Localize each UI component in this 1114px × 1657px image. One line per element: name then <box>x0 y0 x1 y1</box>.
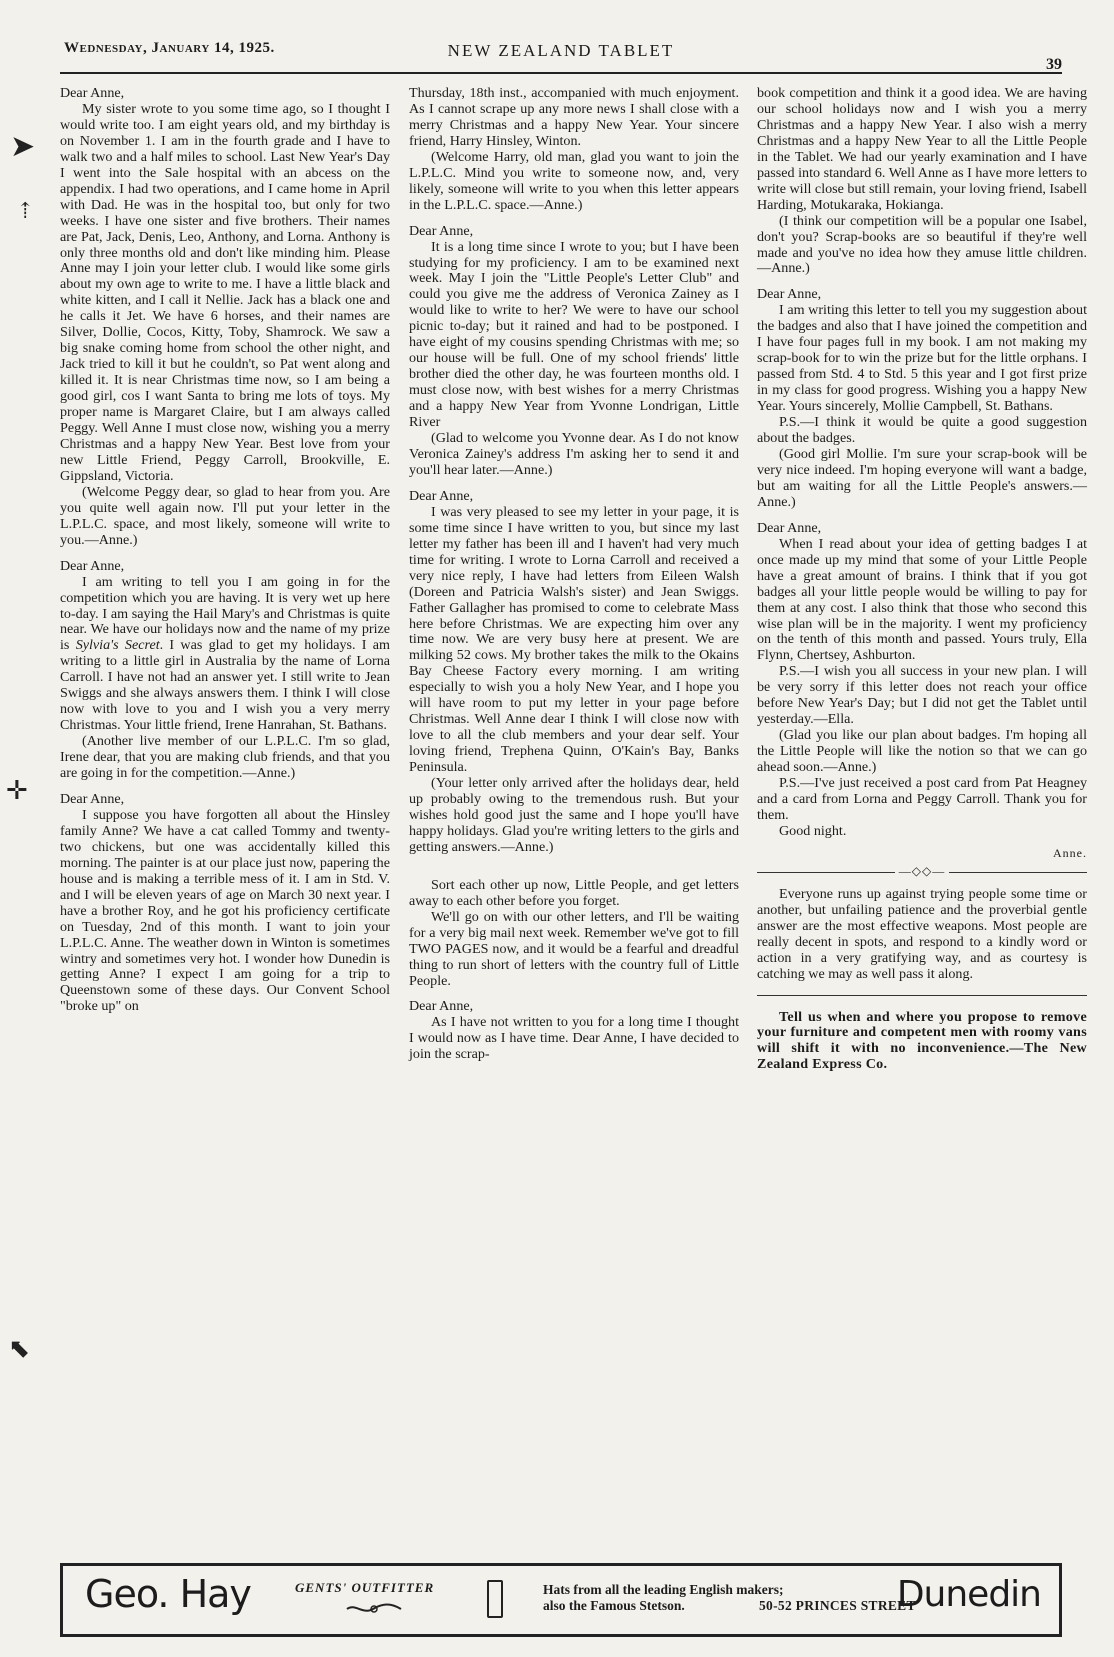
book-title: Sylvia's Secret <box>75 637 160 654</box>
editor-reply: (Welcome Harry, old man, glad you want to join the L.P.L.C. Mind you write to someone now, and, very likely, someone will write to you when this letter appears in the L.P.L.C. space.—Anne.) <box>409 148 739 213</box>
issue-date: Wednesday, January 14, 1925. <box>64 40 275 56</box>
page-number: 39 <box>1046 56 1062 73</box>
advert-makers-text <box>543 1582 784 1614</box>
letter-body: It is a long time since I wrote to you; but I have been studying for my proficiency. I am to be examined next week. May I join the "Little People's Letter Club" and could you give me the address of Veronica Zainey as I would like to write to her? We were to have our school picnic to-day; but it rained and had to be postponed. I have eight of my cousins spending Christmas with me; so our house will be full. One of my school friends' little brother died the other day, he was fourteen months old. I must close now, with best wishes for a merry Christmas and a happy New Year from Yvonne Londrigan, Little River <box>409 238 739 431</box>
advertiser-trade: GENTS' OUTFITTER <box>295 1580 435 1595</box>
salutation: Dear Anne, <box>409 222 474 239</box>
margin-arrow-icon: ⬉ <box>8 1334 30 1363</box>
express-co-notice: Tell us when and where you propose to remove your furniture and competent men with roomy vans will shift it with no inconvenience.—The New Zealand Express Co. <box>757 1008 1087 1073</box>
letter-body-continued: book competition and think it a good idea. We are having our school holidays now and I wish you a merry Christmas and a happy New Year. I also wish a merry Christmas and a happy New Year to all the Little People in the Tablet. We had our yearly examination and I have passed into standard 6. Well Anne as I have more letters to write will close but still remain, your loving friend, Isabell Harding, Motukaraka, Hokianga. <box>757 85 1087 213</box>
salutation: Dear Anne, <box>60 85 125 101</box>
postscript: P.S.—I've just received a post card from Pat Heagney and a card from Lorna and Peggy Carroll. Thank you for them. <box>757 775 1087 823</box>
column-3 <box>757 86 1087 1073</box>
section-divider <box>757 863 1087 878</box>
margin-arrow-icon: ➤ <box>10 130 36 163</box>
postscript: P.S.—I think it would be quite a good suggestion about the badges. <box>757 414 1087 447</box>
editor-reply: (Another live member of our L.P.L.C. I'm so glad, Irene dear, that you are making club friends, and that you are going in for the competition.—Anne.) <box>60 733 390 782</box>
letter-body-continued: Thursday, 18th inst., accompanied with much enjoyment. As I cannot scrape up any more news I shall close with a merry Christmas and a happy New Year. Your sincere friend, Harry Hinsley, Winton. <box>409 85 739 149</box>
letter-body: I suppose you have forgotten all about the Hinsley family Anne? We have a cat called Tommy and twenty-two chickens, but one was accidentally killed this morning. The painter is at our place just now, papering the house and is making a terrible mess of it. I am in Std. V. and I will be eleven years of age on March 30 next year. I have a brother Roy, and he got his proficiency certificate on Tuesday, 2nd of this month. I want to join your L.P.L.C. Anne. The weather down in Winton is sometimes wintry and sometimes very hot. I wonder how Dunedin is getting Anne? I expect I am going for a trip to Queenstown some of these days. Our Convent School "broke up" on <box>60 806 390 1015</box>
advertiser-name: Geo. Hay <box>85 1572 251 1616</box>
salutation: Dear Anne, <box>60 790 125 807</box>
salutation: Dear Anne, <box>409 998 474 1015</box>
signature: Anne. <box>1053 845 1087 860</box>
editor-reply: (Glad you like our plan about badges. I'm hoping all the Little People will like the notion so that we can go ahead soon.—Anne.) <box>757 727 1087 776</box>
salutation: Dear Anne, <box>60 557 125 574</box>
editor-reply: (Your letter only arrived after the holidays dear, held up probably owing to the tremendous rush. But your wishes hold good just the same and I hope you'll have happy holidays. Glad you're writing letters to the girls and getting answers.—Anne.) <box>409 775 739 855</box>
letter-body: I am writing to tell you I am going in for the competition which you are having. It is very wet up here to-day. I am saying the Hail Mary's and Christmas is quite near. We have our holidays now and the name of my prize is Sylvia's Secret. I was glad to get my holidays. I am writing to a little girl in Australia by the name of Lorna Carroll. I have not had an answer yet. I still write to Jean Swiggs and she always answers them. I think I will close now with love to you and I wish you a very merry Christmas. Your little friend, Irene Hanrahan, St. Bathans. <box>60 573 390 734</box>
advertisement-box <box>60 1563 1062 1637</box>
salutation: Dear Anne, <box>757 519 822 536</box>
postscript: P.S.—I wish you all success in your new plan. I will be very sorry if this letter does not reach your office before New Year's Day; but I did not get the Tablet until yesterday.—Ella. <box>757 663 1087 728</box>
letter-body: My sister wrote to you some time ago, so I thought I would write too. I am eight years old, and my birthday is on November 1. I am in the fourth grade and I have to walk two and a half miles to school. Last New Year's Day I went into the Sale hospital with an abcess on the appendix. I had two operations, and I came home in April with Dad. He was in the hospital too, but only for two weeks. I have one sister and five brothers. Their names are Pat, Jack, Denis, Leo, Anthony, and Lorna. Anthony is only three months old and don't like minding him. Please Anne may I join your letter club. I would like some girls about my own age to write to me. I have a little black and white kitten, and I call it Nellie. Jack has a black one and he calls it Jet. We have 6 horses, and their names are Silver, Dollie, Cocos, Kitty, Toby, Shamrock. We saw a big snake coming home from school the other night, and Jack tried to kill it but he couldn't, so Pat went along and killed it. It is near Christmas time now, so I am being a good girl, cos I want Santa to bring me lots of toys. My proper name is Margaret Claire, but I am always called Peggy. Well Anne I must close now, wishing you a merry Christmas and a happy New Year. Best love from your new Little Friend, Peggy Carroll, Brookville, E. Gippsland, Victoria. <box>60 100 390 484</box>
letter-body: I was very pleased to see my letter in your page, it is some time since I have written to you, but since my last letter my father has been ill and I haven't had very much time for writing. I wrote to Lorna Carroll and received a very nice reply, I have had letters from Eileen Walsh (Doreen and Patricia Walsh's sister) and Jean Swiggs. Father Gallagher has promised to come to celebrate Mass here before Christmas. We are expecting him over any time now. We are very busy here at present. We are milking 52 cows. My brother takes the milk to the Okains Bay Cheese Factory every morning. I am writing especially to wish you a holy New Year, and I hope you will have room to put my letter in your page before Christmas. Well Anne dear I think I will close now with love to all the club members and your dear self. Your loving friend, Trephena Quinn, O'Kain's Bay, Banks Peninsula. <box>409 503 739 776</box>
margin-cross-icon: ✛ <box>6 776 28 805</box>
divider-ornament: —◇◇— <box>895 864 949 878</box>
salutation: Dear Anne, <box>409 487 474 504</box>
section-rule <box>757 995 1087 996</box>
swirl-ornament-icon <box>345 1602 403 1616</box>
editor-reply: (Good girl Mollie. I'm sure your scrap-book will be very nice indeed. I'm hoping everyone will want a badge, but am waiting for all the Little People's answers.—Anne.) <box>757 445 1087 510</box>
advert-makers-line: also the Famous Stetson. <box>543 1598 685 1613</box>
filler-paragraph: Everyone runs up against trying people some time or another, but unfailing patience and the proverbial gentle answer are the most effective weapons. Most people are really decent in spots, and respond to a kindly word or action in a very gratifying way, and as courtesy is catching we may as well pass it along. <box>757 885 1087 982</box>
advert-street: 50-52 PRINCES STREET <box>759 1598 916 1613</box>
margin-mark-icon: ⇡ <box>16 198 35 223</box>
masthead-title: NEW ZEALAND TABLET <box>447 41 675 60</box>
closing-line: Good night. <box>779 822 847 839</box>
advert-city: Dunedin <box>896 1574 1041 1615</box>
page-header <box>60 38 1062 74</box>
editor-reply: (Glad to welcome you Yvonne dear. As I do not know Veronica Zainey's address I'm asking her to send it and you'll hear later.—Anne.) <box>409 430 739 478</box>
advert-makers-line: Hats from all the leading English makers; <box>543 1582 784 1597</box>
letter-body: I am writing this letter to tell you my suggestion about the badges and also that I have joined the competition and I have four pages full in my book. I am not making my scrap-book for to win the prize but for the little orphans. I passed from Std. 4 to Std. 5 this year and I got first prize in my class for good progress. Wishing you a happy New Year. Yours sincerely, Mollie Campbell, St. Bathans. <box>757 302 1087 415</box>
editor-note: We'll go on with our other letters, and I'll be waiting for a very big mail next week. Remember we've got to fill TWO PAGES now, and it would be a fearful and dreadful thing to run short of letters with the country full of Little People. <box>409 908 739 989</box>
letter-body: When I read about your idea of getting badges I at once made up my mind that some of your Little People have a great amount of brains. I think that if you got badges all your little people would be willing to pay for them at any cost. I also think that those who second this wise plan will be in the majority. I went my proficiency on the tenth of this month and passed. Yours truly, Ella Flynn, Chertsey, Ashburton. <box>757 535 1087 664</box>
bracket-ornament-icon <box>487 1580 503 1618</box>
editor-note: Sort each other up now, Little People, and get letters away to each other before you forget. <box>409 876 739 909</box>
letter-body: As I have not written to you for a long time I thought I would now as I have time. Dear Anne, I have decided to join the scrap- <box>409 1014 739 1063</box>
column-2 <box>409 86 739 1063</box>
salutation: Dear Anne, <box>757 286 822 303</box>
editor-reply: (I think our competition will be a popular one Isabel, don't you? Scrap-books are so beautiful if they're well made and you've no idea how they amuse little children.—Anne.) <box>757 212 1087 277</box>
editor-reply: (Welcome Peggy dear, so glad to hear from you. Are you quite well again now. I'll put your letter in the L.P.L.C. space, and most likely, someone will write to you.—Anne.) <box>60 483 390 548</box>
column-1 <box>60 86 390 1015</box>
